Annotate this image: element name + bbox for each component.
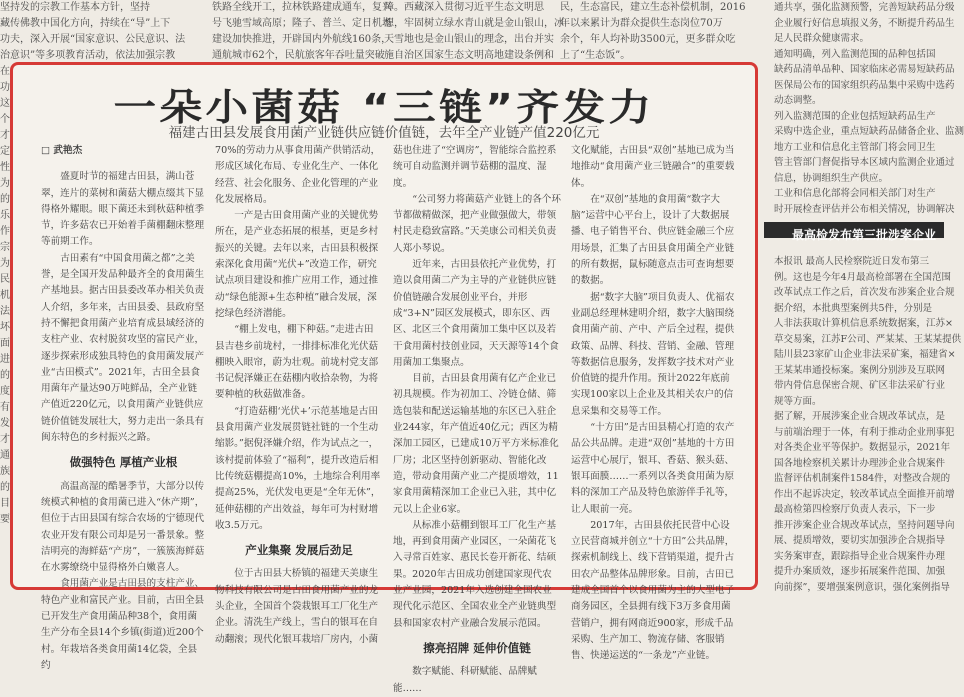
left-fragment-char: 通	[0, 450, 10, 461]
right-column-bottom-text	[774, 254, 962, 593]
top-strip-line: 余个，年人均补助3500元，更多群众吃	[560, 34, 736, 45]
article-byline: □ 武艳杰	[41, 145, 83, 156]
left-fragment-char: 个	[0, 114, 10, 125]
right-column-line: 缺药品清单品种、国家临床必需易短缺药品	[774, 64, 955, 75]
left-fragment-char: 在	[0, 66, 10, 77]
section-heading: 产业集聚 发展后劲足	[245, 543, 353, 558]
top-strip-mid2	[384, 0, 564, 64]
right-column-line: 本报讯 最高人民检察院近日发布第三	[774, 256, 930, 267]
article-paragraph: “棚上发电，棚下种菇。”走进古田县吉巷乡前垅村，一排排标准化光伏菇棚映入眼帘，蔚为壮观。前垅村党支部书记倪泽嫌正在菇棚内收拾杂物，为将要种植的秋菇做准备。	[215, 324, 379, 401]
article-paragraph: 据“数字大脑”项目负责人、优福农业副总经理林建明介绍，数字大脑围绕食用菌产前、产中、产后全过程，提供政策、品牌、科技、营销、金融、管理等数据信息服务，发挥数字技术对产业价值链的提升作用。预计2022年底前实现100家以上企业及其相关农户的信息采集和交易等工作。	[571, 291, 735, 417]
left-fragment-char: 才	[0, 434, 10, 445]
right-column-line: 列入监测范围的企业包括短缺药品生产	[774, 110, 936, 122]
left-fragment-char: 要	[0, 514, 10, 525]
left-fragment-char: 面	[0, 338, 10, 349]
right-column-line: 足人民群众健康需求。	[774, 33, 870, 44]
left-fragment-char: 乐	[0, 210, 10, 221]
left-fragment-char: 的	[0, 482, 10, 493]
left-fragment-char: 为	[0, 258, 10, 269]
top-strip-line: 施自治区国家生态文明高地建设条例和	[384, 50, 554, 61]
left-fragment-char: 发	[0, 418, 10, 429]
left-fragment-char: 的	[0, 194, 10, 205]
right-column-line: 推开涉案企业合规改革试点，坚持问题导向	[774, 519, 955, 531]
right-column-line: 据了解，开展涉案企业合规改革试点，是	[774, 411, 946, 422]
article-paragraph: 70%的劳动力从事食用菌产供销活动，形成区域化布局、专业化生产、一体化经营、社会化服务、企业化管理的产业化发展格局。	[215, 145, 381, 205]
left-fragment-char: 目	[0, 498, 10, 509]
article-paragraph: 在“双创”基地的食用菌“数字大脑”运营中心平台上，设计了大数据展播、电子销售平台、供应链金融三个应用场景，汇集了古田县食用菌全产业链的所有数据，鼠标随意点击可查询想要的数据。	[571, 193, 735, 287]
top-strip-line: 障。西藏深入贯彻习近平生态文明思	[384, 2, 544, 13]
left-fragment-column	[0, 64, 10, 604]
top-strip-line: 年以来累计为群众提供生态岗位70万	[560, 18, 723, 29]
left-fragment-char: 宗	[0, 242, 10, 253]
left-fragment-char: 功	[0, 82, 10, 93]
article-paragraph: 盛夏时节的福建古田县，满山苍翠，连片的菜树和菌菇大棚点缀其下显得格外耀眼。眼下菌还未到秋菇种植季节，许多菇农已开始着手菌棚翻床整理等前期工作。	[41, 171, 205, 248]
top-strip-line: 铁路全线开工，拉林铁路建成通车，复兴	[212, 2, 392, 13]
right-column-line: 带内骨信息保密合规、矿区非法采矿行业	[774, 380, 946, 391]
right-column-line: 提升办案质效，逐步拓展案件范围、加强	[774, 566, 946, 577]
top-strip-line: 治意识”等多项教育活动，依法加强宗教	[0, 50, 176, 61]
article-paragraph: “十方田”是古田县精心打造的农产品公共品牌。走进“双创”基地的十方田运营中心展厅，银耳、香菇、猴头菇、银耳面膜……一系列以各类食用菌为原料的深加工产品及特色旅游伴手礼等，让人眼前一亮。	[571, 422, 735, 515]
top-strip-line: 民，生态富民，建立生态补偿机制，2016	[560, 2, 746, 13]
article-column-1	[41, 143, 206, 671]
article-paragraph: 从标准小菇棚到银耳工厂化生产基地，再到食用菌产业园区，一朵菌花飞入寻常百姓家、惠民长卷开新花、结硕果。2020年古田成功创建国家现代农业产业园，2021年入选创建全国农业现代化示范区、全国农业全产业链典型县和国家农村产业融合发展示范园。	[393, 519, 557, 629]
left-fragment-char: 进	[0, 354, 10, 365]
right-column-line: 国各地检察机关累计办理涉企业合规案件	[774, 457, 946, 469]
right-column-line: 监督评估机制案件1584件，对整改合规的	[774, 473, 951, 484]
right-adjacent-column	[764, 0, 964, 625]
article-paragraph: 高温高湿的酷暑季节，大部分以传统模式种植的食用菌已进入“休产期”，但位于古田县国有综合农场的宁德现代农业开发有限公司却是另一番景象。整洁明亮的海鲜菇“产房”，一簇簇海鲜菇在水雾缭绕中显得格外白嫩喜人。	[41, 480, 205, 574]
right-column-line: 信息，协调组织生产供应。	[774, 172, 889, 184]
right-column-line: 陆川县23家矿山企业非法采矿案，福建省×	[774, 349, 956, 360]
right-column-line: 动态调整。	[774, 95, 822, 106]
right-column-line: 对各类企业平等保护。数据显示，2021年	[774, 442, 951, 453]
top-strip-line: 藏传佛教中国化方向，持续在“导”上下	[0, 18, 171, 29]
right-column-top-text	[774, 0, 964, 215]
article-column-3	[393, 143, 561, 694]
left-fragment-char: 性	[0, 162, 10, 173]
top-strip-line: 天雪地也是金山银山的理念，出台并实	[384, 34, 554, 45]
article-paragraph: “公司努力将菌菇产业链上的各个环节都做精做深，把产业做强做大，带领村民走稳致富路。”天美康公司相关负责人郑小琴说。	[393, 193, 561, 254]
right-column-line: 通知明确，列入监测范围的品种包括国	[774, 48, 936, 60]
section-heading: 擦亮招牌 延伸价值链	[423, 640, 531, 655]
right-column-line: 医保局公布的国家组织药品集中采购中选药	[774, 79, 955, 91]
top-strip-line: 通航城市62个，民航旅客年吞吐量突破	[212, 50, 385, 61]
left-fragment-char: 的	[0, 370, 10, 381]
right-column-line: 采购中选企业，重点短缺药品储备企业、监测	[774, 126, 964, 137]
left-fragment-char: 机	[0, 290, 10, 301]
article-column-4	[571, 143, 739, 662]
article-paragraph: 一产是古田食用菌产业的关键优势所在，是产业态拓展的根基，更是乡村振兴的关键。去年以来，古田县积极探索深化食用菌“光伏+”改造工作，研究试点项目建设和推广应用工作，通过推动“绿色能源+生态种植”融合发展，深挖绿色经济潜能。	[215, 210, 379, 319]
left-fragment-char: 定	[0, 146, 10, 157]
top-strip-left	[0, 0, 210, 64]
right-column-line: 规等方面。	[774, 395, 822, 407]
right-column-line: 向前探”，要增强案例意识，强化案例指导	[774, 581, 950, 593]
right-column-line: 时开展检查评估并公布相关情况，协调解决	[774, 203, 955, 215]
right-column-line: 据介绍，本批典型案例共5件，分别是	[774, 302, 933, 314]
right-column-banner: 最高检发布第三批涉案企业	[764, 222, 944, 238]
article-paragraph: 数字赋能、科研赋能、品牌赋能……	[393, 666, 537, 694]
left-fragment-char: 为	[0, 178, 10, 189]
left-fragment-char: 族	[0, 466, 10, 477]
right-column-line: 例。这也是今年4月最高检部署在全国范围	[774, 271, 952, 283]
right-column-line: 管主管部门督促指导本区域内监测企业通过	[774, 157, 955, 168]
left-fragment-char: 法	[0, 306, 10, 317]
article-paragraph: 文化赋能，古田县“双创”基地已成为当地推动“食用菌产业三链融合”的重要载体。	[571, 145, 735, 189]
right-column-line: 与前端治理于一体，有利于推动企业刑事犯	[774, 426, 955, 438]
article-paragraph: 食用菌产业是古田县的支柱产业、特色产业和富民产业。目前，古田全县已开发生产食用菌品种38个，食用菌生产分布全县14个乡镇(街道)近200个村。年栽培各类食用菌14亿袋，全县约	[41, 578, 205, 671]
top-strip-line: 坚持发的宗教工作基本方针，坚持	[0, 2, 150, 13]
right-column-line: 工业和信息化部将会同相关部门对生产	[774, 188, 936, 199]
article-frame	[10, 62, 758, 694]
article-paragraph: 古田素有“中国食用菌之都”之美誉，是全国开发品种最齐全的食用菌生产基地县。据古田县委改革办相关负责人介绍，多年来，古田县委、县政府坚持不懈把食用菌产业培育成县域经济的支柱产业、农村脱贫攻坚的富民产业，逐步探索形成独具特色的食用菌发展产业“古田模式”。2021年，古田全县食用菌年产量达90万吨鲜品，全产业链产值近220亿元，以食用菌产业链供应链价值链发展壮大，努力走出一条具有闽东特色的乡村振兴之路。	[41, 252, 205, 444]
article-paragraph: 目前，古田县食用菌有亿产企业已初具规模。作为初加工、冷链仓储、筛选包装和配送运输基地的东区已入驻企业244家，年产值近40亿元；西区为精深加工园区，已建成10万平方米标准化厂房；北区坚持创新驱动、智能化改造，带动食用菌产业二产提质增效，11家食用菌精深加工企业已入驻，其中亿元以上企业6家。	[393, 373, 559, 515]
right-column-line: 王某某串通投标案。案例分别涉及互联网	[774, 364, 946, 376]
article-headline: 一朵小菌菇 “三链”齐发力	[113, 86, 655, 129]
top-strip-mid3	[560, 0, 746, 64]
right-column-line: 改革试点工作之后，首次发布涉案企业合规	[774, 287, 955, 298]
article-column-2	[215, 143, 383, 645]
top-strip-line: 功夫，深入开展“国家意识、公民意识、法	[0, 34, 186, 45]
left-fragment-char: 有	[0, 402, 10, 413]
article-paragraph: 2017年，古田县依托民营中心设立民营商城并创立“十方田”公共品牌，探索机制线上、线下营销渠道，提升古田农产品整体品牌形象。目前，古田已建成全国首个以食用菌为主的大型电子商务园区，全县拥有线下3万多食用菌营销户，拥有网商近900家，形成千品采购、生产加工、物流存储、客服销售、快递运送的“一条龙”产业链。	[571, 519, 735, 662]
right-column-line: 人非法获取计算机信息系统数据案，江苏×	[774, 318, 953, 329]
left-fragment-char: 才	[0, 130, 10, 141]
right-column-line: 通共享，强化监测预警，完善短缺药品分级	[774, 2, 955, 13]
right-column-line: 最高检第四检察厅负责人表示，下一步	[774, 504, 936, 515]
top-strip-line: 上了“生态饭”。	[560, 50, 631, 61]
section-heading: 做强特色 厚植产业根	[69, 455, 178, 470]
left-fragment-char: 这	[0, 98, 10, 109]
top-strip-line: 建设加快推进，开辟国内外航线160条，	[212, 34, 392, 45]
right-column-line: 作出不起诉决定，较改革试点全面推开前增	[774, 488, 955, 500]
left-fragment-char: 坏	[0, 322, 10, 333]
top-strip-line: 想，牢固树立绿水青山就是金山银山，冰	[384, 18, 564, 29]
right-column-line: 实务案审查，跟踪指导企业合规案件办理	[774, 550, 946, 562]
top-strip-line: 号飞驰雪域高原；隆子、普兰、定日机场	[212, 18, 392, 29]
article-paragraph: 菇也住进了“空调房”，智能综合监控系统可自动监测并调节菇棚的温度、湿度。	[393, 145, 557, 189]
right-column-line: 地方工业和信息化主管部门将会同卫生	[774, 141, 936, 153]
right-column-line: 展、提质增效，要切实加强涉企合规指导	[774, 535, 946, 546]
article-paragraph: “打造菇棚‘光伏+’示范基地是古田县食用菌产业发展贯链社链的一个生动缩影。”据倪泽嫌介绍，作为试点之一，该村提前体验了“福利”，提升改造后相比传统菇棚提高10%，土地综合利用率提高25%，光伏发电更是“全年无休”，延伸菇棚的产出效益，每年可为村财增收3.5万元。	[215, 405, 381, 531]
right-column-line: 企业履行好信息填报义务，不断提升药品生	[774, 17, 955, 29]
article-subheadline: 福建古田县发展食用菌产业链供应链价值链，去年全产业链产值220亿元	[168, 125, 600, 141]
left-fragment-char: 民	[0, 274, 10, 285]
left-fragment-char: 度	[0, 386, 10, 397]
right-column-line: 草交易案，江苏F公司、严某某、王某某提供	[774, 333, 962, 345]
article-paragraph: 位于古田县大桥镇的福建天美康生物科技有限公司是古田食用菌产业的龙头企业，全国首个袋栽银耳工厂化生产企业。清洗生产线上，雪白的银耳在自动翻滚；现代化银耳栽培厂房内，小菌	[215, 568, 379, 645]
article-paragraph: 近年来，古田县依托产业优势，打造以食用菌二产为主导的产业链供应链价值链融合发展创业平台，并形成“3+N”园区发展模式，即东区、西区、北区三个食用菌加工集中区以及若干食用菌村技创业园，天天源等14个食用菌加工集聚点。	[393, 259, 559, 368]
left-fragment-char: 作	[0, 226, 10, 237]
top-strip-mid1	[212, 0, 392, 64]
